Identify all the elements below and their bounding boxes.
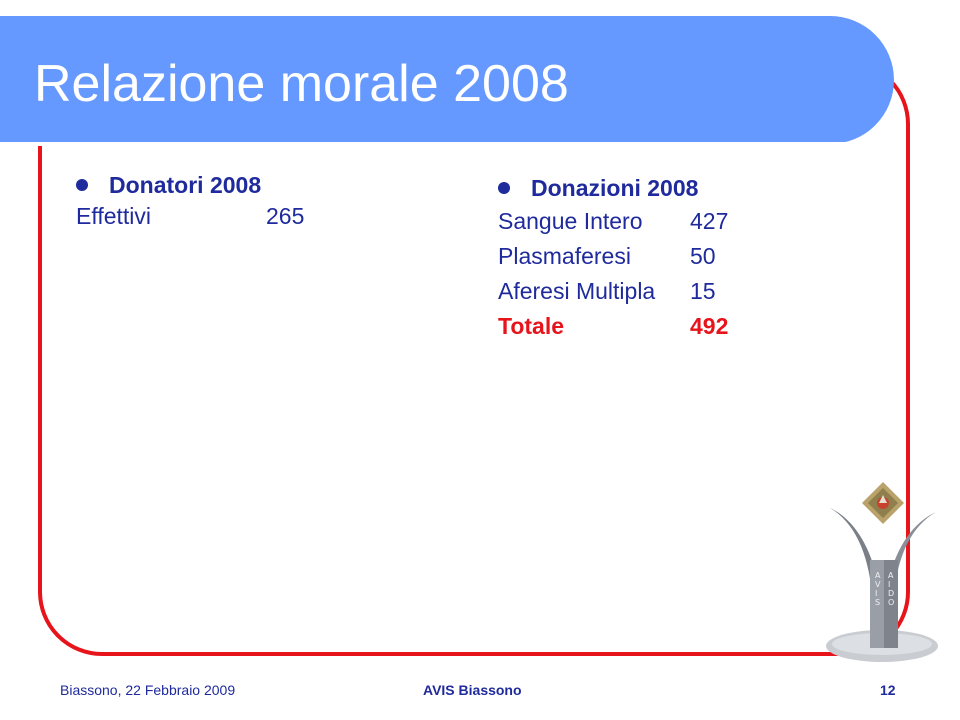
logo-avis-vertical: A V I S [875, 571, 881, 607]
total-value: 492 [690, 313, 729, 339]
row-label: Aferesi Multipla [498, 278, 656, 304]
total-label: Totale [498, 313, 565, 339]
donazioni-heading-text: Donazioni 2008 [531, 174, 699, 201]
slide-title: Relazione morale 2008 [34, 55, 569, 113]
row-label: Sangue Intero [498, 208, 643, 234]
title-bar [0, 16, 894, 144]
page-number: 12 [880, 682, 896, 698]
slide-frame [38, 60, 910, 656]
row-label: Effettivi [76, 202, 151, 229]
donazioni-heading [498, 172, 728, 204]
footer-brand: AVIS Biassono [423, 682, 522, 698]
row-value: 15 [690, 278, 716, 304]
donazioni-row-totale [498, 309, 728, 344]
donazioni-row-aferesi-multipla [498, 274, 728, 309]
donazioni-section [498, 172, 728, 344]
donatori-section [76, 170, 304, 232]
row-value: 265 [266, 202, 305, 229]
title-underline [0, 142, 848, 146]
row-value: 427 [690, 208, 729, 234]
donatori-heading-text: Donatori 2008 [109, 171, 262, 198]
logo-aido-vertical: A I D O [888, 571, 895, 607]
donatori-row-effettivi [76, 200, 304, 232]
footer-date: Biassono, 22 Febbraio 2009 [60, 682, 236, 698]
bullet-icon [76, 179, 88, 191]
donatori-heading [76, 170, 304, 200]
avis-aido-monument-logo [824, 474, 942, 662]
row-label: Plasmaferesi [498, 243, 631, 269]
bullet-icon [498, 182, 510, 194]
row-value: 50 [690, 243, 716, 269]
donazioni-row-plasmaferesi [498, 239, 728, 274]
donazioni-row-sangue-intero [498, 204, 728, 239]
